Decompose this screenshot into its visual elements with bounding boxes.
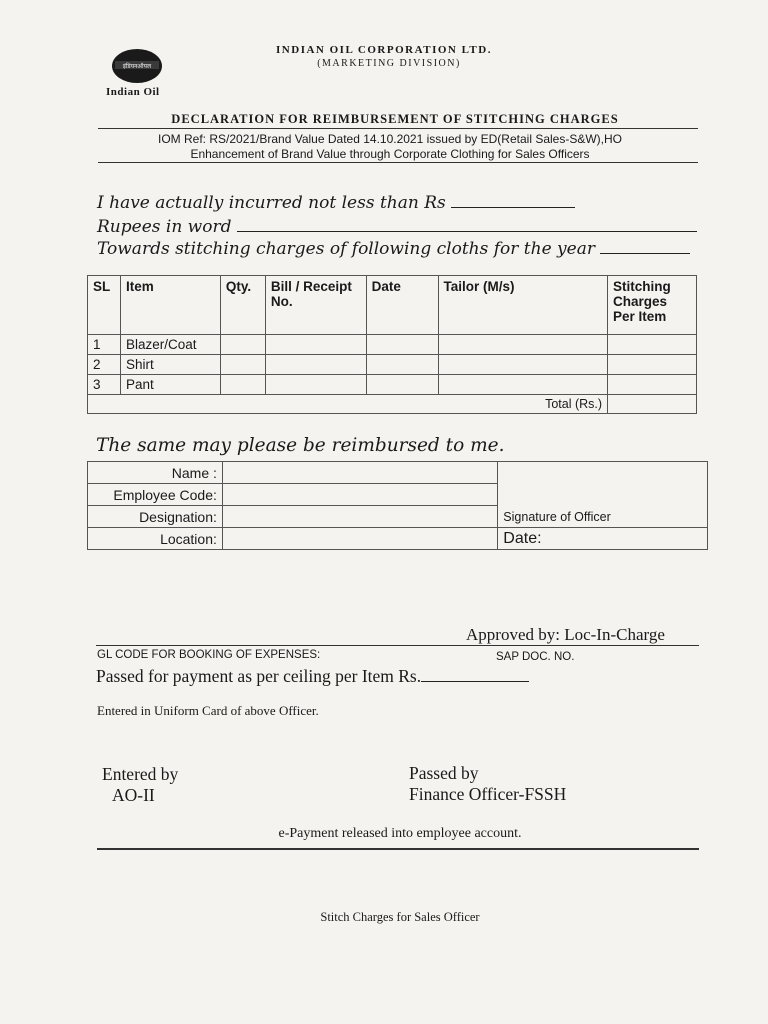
name-label: Name :: [88, 462, 223, 484]
qty-cell[interactable]: [220, 355, 265, 375]
entered-by-label: Entered by: [102, 764, 179, 784]
uniform-card-note: Entered in Uniform Card of above Officer.: [97, 703, 319, 718]
year-label: Towards stitching charges of following cloths for the year: [97, 239, 595, 259]
divider: [97, 848, 699, 850]
division-name: (MARKETING DIVISION): [317, 58, 461, 69]
declaration-line-2: [97, 217, 697, 237]
sap-doc-label: SAP DOC. NO.: [496, 651, 575, 663]
sl-cell: 2: [88, 355, 121, 375]
passed-payment-line: [96, 666, 529, 687]
date-label: Date:: [498, 528, 708, 550]
bill-cell[interactable]: [265, 335, 366, 355]
year-field[interactable]: [600, 241, 690, 254]
column-header: Stitching Charges Per Item: [608, 276, 697, 335]
table-row: [88, 335, 697, 355]
approved-by: Approved by: Loc-In-Charge: [466, 625, 665, 644]
sl-cell: 1: [88, 335, 121, 355]
designation-field[interactable]: [222, 506, 497, 528]
passed-by-role: Finance Officer-FSSH: [409, 784, 567, 804]
table-row: [88, 528, 708, 550]
total-label: Total (Rs.): [88, 395, 608, 414]
item-cell: Shirt: [120, 355, 220, 375]
footer-text: Stitch Charges for Sales Officer: [320, 910, 480, 924]
amount-field[interactable]: [451, 195, 575, 208]
location-field[interactable]: [222, 528, 497, 550]
charges-cell[interactable]: [608, 355, 697, 375]
date-cell[interactable]: [366, 375, 438, 395]
divider: [98, 162, 698, 163]
tailor-cell[interactable]: [438, 375, 608, 395]
charges-cell[interactable]: [608, 335, 697, 355]
epayment-note: e-Payment released into employee account.: [278, 826, 522, 841]
tailor-cell[interactable]: [438, 335, 608, 355]
rupees-in-word-field[interactable]: [237, 219, 697, 232]
column-header: Bill / Receipt No.: [265, 276, 366, 335]
entered-by-block: [102, 764, 178, 806]
column-header: Item: [120, 276, 220, 335]
qty-cell[interactable]: [220, 335, 265, 355]
date-cell[interactable]: [366, 335, 438, 355]
column-header: SL: [88, 276, 121, 335]
signature-label: Signature of Officer: [498, 462, 708, 528]
document-title: DECLARATION FOR REIMBURSEMENT OF STITCHING CHARGES: [171, 112, 619, 126]
ceiling-amount-field[interactable]: [421, 669, 529, 682]
iom-subject-line: Enhancement of Brand Value through Corporate Clothing for Sales Officers: [190, 147, 590, 161]
designation-label: Designation:: [88, 506, 223, 528]
total-value-cell[interactable]: [608, 395, 697, 414]
divider: [98, 128, 698, 129]
sl-cell: 3: [88, 375, 121, 395]
charges-cell[interactable]: [608, 375, 697, 395]
passed-by-block: [409, 763, 566, 805]
column-header: Tailor (M/s): [438, 276, 608, 335]
qty-cell[interactable]: [220, 375, 265, 395]
passed-by-label: Passed by: [409, 763, 479, 783]
item-cell: Blazer/Coat: [120, 335, 220, 355]
declaration-line-3: [97, 239, 690, 259]
employee-details-table: [87, 461, 708, 550]
location-label: Location:: [88, 528, 223, 550]
amount-label: I have actually incurred not less than Rs: [97, 193, 446, 213]
column-header: Date: [366, 276, 438, 335]
employee-code-label: Employee Code:: [88, 484, 223, 506]
name-field[interactable]: [222, 462, 497, 484]
rupees-in-word-label: Rupees in word: [97, 217, 232, 237]
total-row: [88, 395, 697, 414]
table-header-row: [88, 276, 697, 335]
employee-code-field[interactable]: [222, 484, 497, 506]
iom-ref-line: IOM Ref: RS/2021/Brand Value Dated 14.10.2021 issued by ED(Retail Sales-S&W),HO: [158, 132, 622, 146]
logo-label: Indian Oil: [106, 86, 160, 98]
bill-cell[interactable]: [265, 375, 366, 395]
passed-payment-label: Passed for payment as per ceiling per Item Rs.: [96, 666, 422, 686]
column-header: Qty.: [220, 276, 265, 335]
table-row: [88, 462, 708, 484]
declaration-line-1: [97, 193, 575, 213]
date-cell[interactable]: [366, 355, 438, 375]
company-name: INDIAN OIL CORPORATION LTD.: [276, 44, 492, 56]
tailor-cell[interactable]: [438, 355, 608, 375]
item-cell: Pant: [120, 375, 220, 395]
iom-reference: [0, 132, 768, 162]
table-row: [88, 355, 697, 375]
table-row: [88, 375, 697, 395]
gl-code-label: GL CODE FOR BOOKING OF EXPENSES:: [97, 649, 321, 661]
divider: [96, 645, 699, 646]
bill-cell[interactable]: [265, 355, 366, 375]
reimburse-statement: The same may please be reimbursed to me.: [96, 435, 505, 456]
svg-text:इंडियनऑयल: इंडियनऑयल: [122, 63, 152, 70]
items-table: [87, 275, 697, 414]
entered-by-role: AO-II: [112, 785, 155, 805]
